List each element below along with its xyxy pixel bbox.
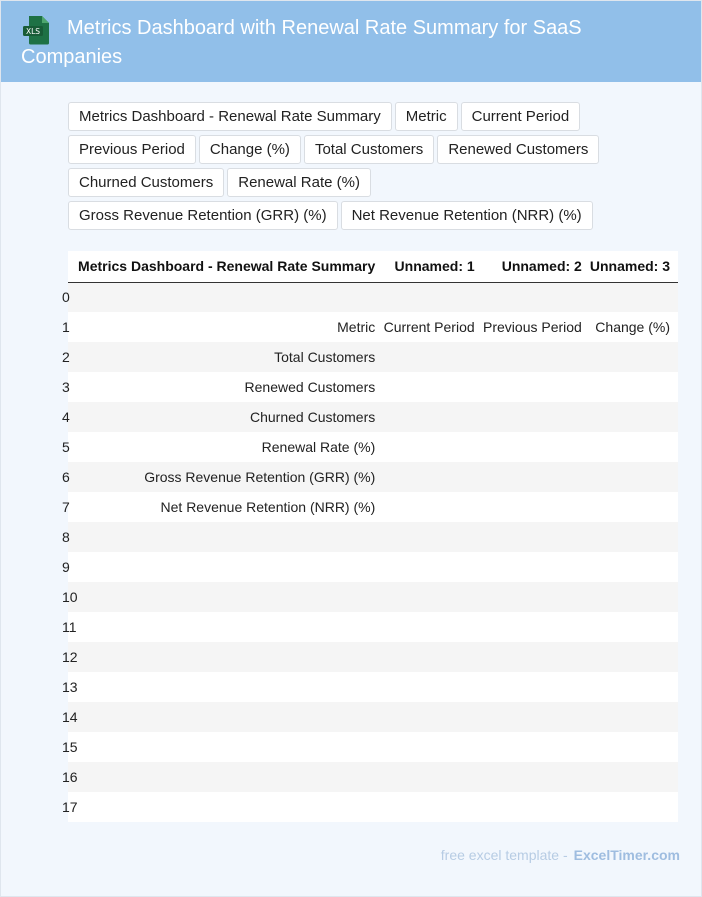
row-index: 2	[68, 342, 78, 372]
table-cell	[483, 702, 590, 732]
row-index: 16	[68, 762, 78, 792]
column-chip[interactable]: Total Customers	[304, 135, 434, 164]
table-cell	[483, 582, 590, 612]
table-row	[68, 612, 678, 642]
column-header: Unnamed: 2	[483, 251, 590, 282]
table-cell	[78, 612, 384, 642]
table-cell	[383, 432, 482, 462]
table-cell	[590, 432, 678, 462]
table-row	[68, 372, 678, 402]
table-cell	[483, 762, 590, 792]
table-cell: Current Period	[383, 312, 482, 342]
table-cell	[483, 282, 590, 312]
table-cell	[590, 462, 678, 492]
table-cell	[383, 342, 482, 372]
table-cell	[483, 642, 590, 672]
table-cell	[383, 552, 482, 582]
table-cell: Metric	[78, 312, 384, 342]
column-chip[interactable]: Metric	[395, 102, 458, 131]
icon-label: XLS	[25, 27, 41, 36]
column-chip[interactable]: Current Period	[461, 102, 581, 131]
row-index: 9	[68, 552, 78, 582]
table-cell	[383, 792, 482, 822]
table-cell	[590, 282, 678, 312]
table-cell	[483, 432, 590, 462]
table-cell	[383, 462, 482, 492]
table-cell	[78, 762, 384, 792]
row-index: 11	[68, 612, 78, 642]
table-cell	[78, 642, 384, 672]
table-cell	[383, 612, 482, 642]
table-cell	[383, 732, 482, 762]
table-cell	[383, 702, 482, 732]
column-chip[interactable]: Metrics Dashboard - Renewal Rate Summary	[68, 102, 392, 131]
column-chip[interactable]: Net Revenue Retention (NRR) (%)	[341, 201, 593, 230]
table-cell: Churned Customers	[78, 402, 384, 432]
table-cell: Change (%)	[590, 312, 678, 342]
footer	[441, 847, 680, 863]
table-row	[68, 762, 678, 792]
row-index: 7	[68, 492, 78, 522]
table-cell	[483, 612, 590, 642]
table-cell	[78, 732, 384, 762]
table-cell	[383, 492, 482, 522]
table-row	[68, 312, 678, 342]
row-index: 17	[68, 792, 78, 822]
table-cell	[78, 582, 384, 612]
row-index: 13	[68, 672, 78, 702]
table-row	[68, 732, 678, 762]
table-cell	[483, 672, 590, 702]
table-cell	[590, 492, 678, 522]
row-index: 3	[68, 372, 78, 402]
table-cell	[590, 762, 678, 792]
table-cell	[483, 522, 590, 552]
table-row	[68, 492, 678, 522]
table-cell	[383, 372, 482, 402]
table-cell	[78, 522, 384, 552]
table-cell	[78, 702, 384, 732]
table-cell: Net Revenue Retention (NRR) (%)	[78, 492, 384, 522]
table-cell	[383, 282, 482, 312]
table-header-row	[68, 251, 678, 282]
table-cell	[78, 672, 384, 702]
table-cell	[590, 402, 678, 432]
row-index: 14	[68, 702, 78, 732]
table-cell	[78, 552, 384, 582]
table-cell	[483, 732, 590, 762]
table-row	[68, 642, 678, 672]
table-cell	[590, 522, 678, 552]
table-cell: Gross Revenue Retention (GRR) (%)	[78, 462, 384, 492]
table-row	[68, 582, 678, 612]
table-row	[68, 432, 678, 462]
table-cell	[483, 402, 590, 432]
table-cell	[590, 552, 678, 582]
table-row	[68, 672, 678, 702]
footer-brand-link[interactable]: ExcelTimer.com	[573, 847, 680, 863]
table-cell	[590, 672, 678, 702]
page-title: Metrics Dashboard with Renewal Rate Summary for SaaS Companies	[21, 17, 582, 68]
table-row	[68, 282, 678, 312]
table-cell	[383, 672, 482, 702]
table-cell	[78, 792, 384, 822]
table-cell	[483, 342, 590, 372]
table-row	[68, 342, 678, 372]
table-cell	[383, 762, 482, 792]
column-chip[interactable]: Change (%)	[199, 135, 301, 164]
row-index: 6	[68, 462, 78, 492]
column-chip[interactable]: Renewed Customers	[437, 135, 599, 164]
table-cell	[590, 342, 678, 372]
table-cell	[590, 702, 678, 732]
row-index: 4	[68, 402, 78, 432]
table-cell	[483, 552, 590, 582]
column-header: Unnamed: 3	[590, 251, 678, 282]
column-chip[interactable]: Renewal Rate (%)	[227, 168, 371, 197]
table-cell	[590, 372, 678, 402]
row-index: 5	[68, 432, 78, 462]
table-cell	[383, 402, 482, 432]
row-index: 0	[68, 282, 78, 312]
column-header: Unnamed: 1	[383, 251, 482, 282]
row-index: 8	[68, 522, 78, 552]
table-cell	[483, 792, 590, 822]
table-cell: Previous Period	[483, 312, 590, 342]
column-header: Metrics Dashboard - Renewal Rate Summary	[78, 251, 384, 282]
table-row	[68, 462, 678, 492]
row-index: 10	[68, 582, 78, 612]
row-index: 12	[68, 642, 78, 672]
row-index: 15	[68, 732, 78, 762]
column-chip[interactable]: Previous Period	[68, 135, 196, 164]
table-cell	[590, 792, 678, 822]
table-cell	[483, 462, 590, 492]
table-cell	[383, 522, 482, 552]
table-cell	[590, 612, 678, 642]
index-header	[68, 251, 78, 282]
table-cell: Renewal Rate (%)	[78, 432, 384, 462]
column-chip[interactable]: Churned Customers	[68, 168, 224, 197]
data-table	[62, 251, 678, 822]
table-row	[68, 402, 678, 432]
column-chips	[68, 102, 638, 230]
data-table-container[interactable]	[62, 251, 678, 822]
table-cell	[383, 582, 482, 612]
table-row	[68, 552, 678, 582]
table-cell	[383, 642, 482, 672]
row-index: 1	[68, 312, 78, 342]
table-cell	[590, 582, 678, 612]
table-cell	[590, 642, 678, 672]
table-row	[68, 792, 678, 822]
footer-text: free excel template -	[440, 847, 568, 863]
table-row	[68, 522, 678, 552]
table-cell	[483, 372, 590, 402]
table-cell	[78, 282, 384, 312]
table-cell: Renewed Customers	[78, 372, 384, 402]
table-cell: Total Customers	[78, 342, 384, 372]
page-header	[1, 1, 701, 82]
table-cell	[590, 732, 678, 762]
table-cell	[483, 492, 590, 522]
column-chip[interactable]: Gross Revenue Retention (GRR) (%)	[68, 201, 338, 230]
table-row	[68, 702, 678, 732]
